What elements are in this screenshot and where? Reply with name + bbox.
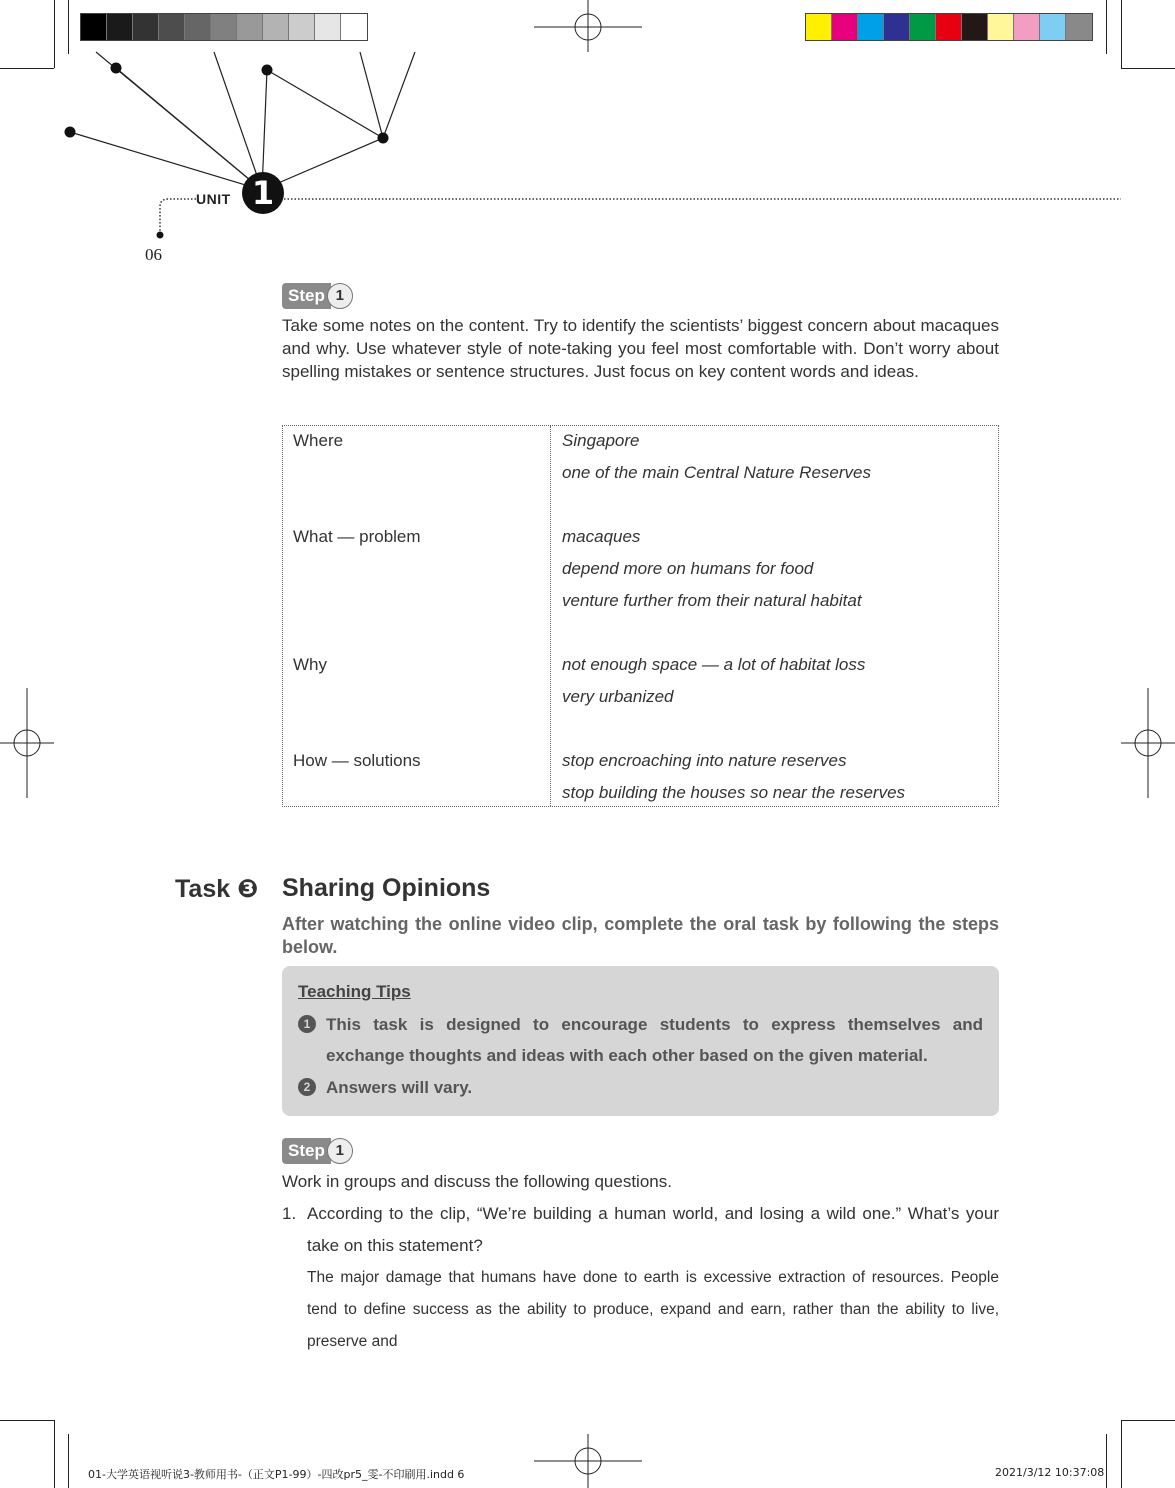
row-value: very urbanized [562,687,674,706]
crop-mark [1121,1420,1175,1421]
row-value: depend more on humans for food [562,559,814,578]
row-value: stop building the houses so near the reserves [562,783,906,802]
row-value: venture further from their natural habitat [562,591,862,610]
task-title: Sharing Opinions [282,874,491,902]
page-number: 06 [145,245,162,264]
step-badge [282,1138,353,1164]
row-value: macaques [562,527,641,546]
teaching-tips-title: Teaching Tips [298,982,411,1001]
step-word: Step [282,283,331,309]
step-word: Step [282,1138,331,1164]
notes-table [282,425,999,807]
tip-bullet: 2 [298,1078,316,1096]
crop-mark [68,1434,69,1488]
row-value: one of the main Central Nature Reserves [562,463,871,482]
step-badge [282,283,353,309]
registration-mark-left [0,688,54,798]
crop-mark [54,1420,55,1488]
task-label: Task ❸ [175,875,259,903]
question-number: 1. [282,1204,297,1223]
tip-bullet: 1 [298,1015,316,1033]
unit-network-graphic [0,0,1175,260]
registration-mark-right [1121,688,1175,798]
tip-text: This task is designed to encourage students to express themselves and exchange thoughts and ideas with each other based on the given material. [326,1015,983,1065]
question-answer: The major damage that humans have done to earth is excessive extraction of resources. People tend to define success as the ability to produce, expand and earn, rather than the ability to live, preserve and [307,1269,999,1350]
unit-label: UNIT [196,191,231,207]
step-number: 1 [327,283,353,309]
row-value: not enough space — a lot of habitat loss [562,655,866,674]
tip-item [298,1009,983,1071]
teaching-tips-box [282,966,999,1116]
task-subtitle: After watching the online video clip, complete the oral task by following the steps below. [282,914,999,957]
unit-number-badge: 1 [242,172,284,214]
row-label-how: How — solutions [293,751,421,770]
step-number: 1 [327,1138,353,1164]
footer-filename: 01-大学英语视听说3-教师用书-（正文P1-99）-四改pr5_雯-不印刷用.indd 6 [88,1468,465,1481]
registration-mark-bottom [534,1434,642,1488]
tip-item [298,1072,983,1103]
tip-text: Answers will vary. [326,1078,473,1097]
row-value: stop encroaching into nature reserves [562,751,847,770]
crop-mark [1106,1434,1107,1488]
row-label-where: Where [293,431,344,450]
row-value: Singapore [562,431,640,450]
crop-mark [0,1420,54,1421]
row-label-what: What — problem [293,527,421,546]
crop-mark [1121,1420,1122,1488]
question-text: According to the clip, “We’re building a human world, and losing a wild one.” What’s your take on this statement? [307,1204,999,1255]
step-intro: Work in groups and discuss the following questions. [282,1172,672,1191]
footer-timestamp: 2021/3/12 10:37:08 [995,1466,1105,1479]
row-label-why: Why [293,655,327,674]
table-divider [550,426,551,806]
step-instructions: Take some notes on the content. Try to identify the scientists’ biggest concern about macaques and why. Use whatever style of note-taking you feel most comfortable with. Don’t worry about spelling mistakes or sentence structures. Just focus on key content words and ideas. [282,316,999,381]
